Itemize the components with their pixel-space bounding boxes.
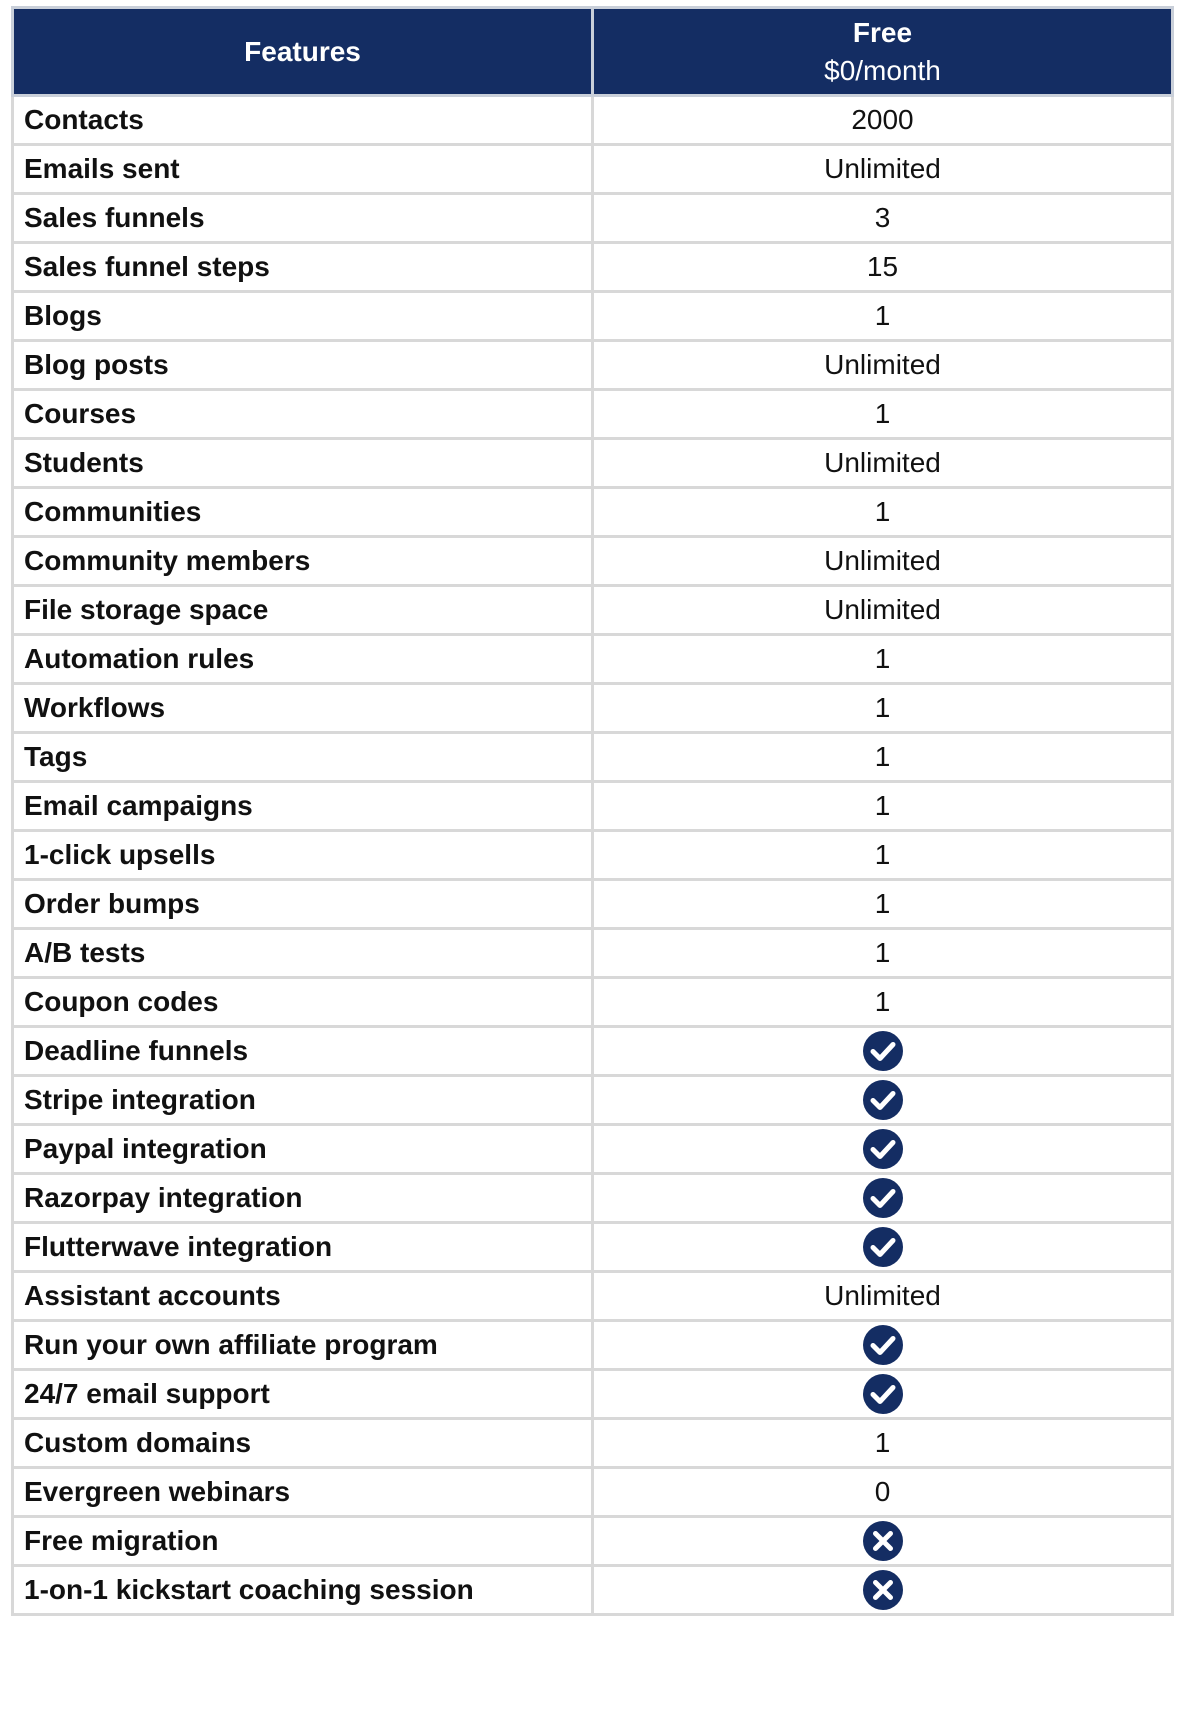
feature-name: Workflows [13,684,593,733]
feature-name: 24/7 email support [13,1370,593,1419]
feature-name: Custom domains [13,1419,593,1468]
feature-value: Unlimited [593,145,1173,194]
table-row [13,1370,1173,1419]
feature-name: A/B tests [13,929,593,978]
feature-value: 1 [593,733,1173,782]
feature-value: 15 [593,243,1173,292]
feature-name: Coupon codes [13,978,593,1027]
feature-availability [593,1223,1173,1272]
feature-name: Evergreen webinars [13,1468,593,1517]
table-row [13,1517,1173,1566]
table-row [13,1566,1173,1615]
table-row [13,194,1173,243]
feature-name: Assistant accounts [13,1272,593,1321]
feature-name: 1-on-1 kickstart coaching session [13,1566,593,1615]
feature-value: 2000 [593,96,1173,145]
table-row [13,684,1173,733]
check-icon [862,1079,904,1121]
table-row [13,1125,1173,1174]
table-row [13,1174,1173,1223]
feature-availability [593,1566,1173,1615]
plan-column-header [593,8,1173,96]
feature-name: Automation rules [13,635,593,684]
check-icon [862,1324,904,1366]
feature-value: 3 [593,194,1173,243]
plan-name: Free [852,16,913,48]
feature-value: 1 [593,782,1173,831]
table-row [13,586,1173,635]
feature-availability [593,1370,1173,1419]
check-icon [862,1128,904,1170]
check-icon [862,1373,904,1415]
table-row [13,1272,1173,1321]
feature-name: Tags [13,733,593,782]
feature-availability [593,1321,1173,1370]
table-row [13,1076,1173,1125]
feature-value: 1 [593,929,1173,978]
table-row [13,145,1173,194]
feature-name: Paypal integration [13,1125,593,1174]
feature-availability [593,1027,1173,1076]
table-row [13,978,1173,1027]
feature-name: Order bumps [13,880,593,929]
feature-name: Free migration [13,1517,593,1566]
plan-price: $0/month [824,54,941,86]
features-header-label: Features [244,35,361,67]
feature-availability [593,1517,1173,1566]
header-row [13,8,1173,96]
table-row [13,733,1173,782]
feature-name: Blog posts [13,341,593,390]
table-row [13,390,1173,439]
pricing-table-container [11,6,1171,1616]
table-row [13,439,1173,488]
feature-value: 1 [593,635,1173,684]
feature-name: Run your own affiliate program [13,1321,593,1370]
table-row [13,96,1173,145]
table-row [13,831,1173,880]
feature-value: Unlimited [593,439,1173,488]
feature-name: Emails sent [13,145,593,194]
feature-name: Community members [13,537,593,586]
table-row [13,341,1173,390]
feature-value: 1 [593,831,1173,880]
table-row [13,782,1173,831]
table-row [13,1419,1173,1468]
cross-icon [862,1520,904,1562]
table-row [13,537,1173,586]
feature-value: 1 [593,1419,1173,1468]
table-row [13,292,1173,341]
feature-name: 1-click upsells [13,831,593,880]
feature-name: Sales funnel steps [13,243,593,292]
feature-availability [593,1125,1173,1174]
feature-value: 0 [593,1468,1173,1517]
features-comparison-table [11,6,1174,1616]
feature-name: Stripe integration [13,1076,593,1125]
feature-name: Contacts [13,96,593,145]
feature-value: Unlimited [593,586,1173,635]
feature-name: Students [13,439,593,488]
table-row [13,1468,1173,1517]
feature-name: File storage space [13,586,593,635]
feature-value: 1 [593,292,1173,341]
feature-name: Razorpay integration [13,1174,593,1223]
check-icon [862,1030,904,1072]
feature-value: Unlimited [593,537,1173,586]
feature-value: Unlimited [593,1272,1173,1321]
table-row [13,880,1173,929]
features-column-header [13,8,593,96]
feature-name: Deadline funnels [13,1027,593,1076]
check-icon [862,1177,904,1219]
check-icon [862,1226,904,1268]
feature-availability [593,1076,1173,1125]
table-row [13,1321,1173,1370]
feature-value: Unlimited [593,341,1173,390]
feature-name: Sales funnels [13,194,593,243]
table-row [13,635,1173,684]
table-row [13,929,1173,978]
table-body [13,96,1173,1615]
feature-name: Email campaigns [13,782,593,831]
feature-value: 1 [593,978,1173,1027]
table-row [13,243,1173,292]
cross-icon [862,1569,904,1611]
feature-value: 1 [593,488,1173,537]
feature-availability [593,1174,1173,1223]
feature-name: Blogs [13,292,593,341]
table-header [13,8,1173,96]
table-row [13,1223,1173,1272]
feature-value: 1 [593,880,1173,929]
feature-name: Communities [13,488,593,537]
table-row [13,1027,1173,1076]
feature-value: 1 [593,684,1173,733]
feature-name: Courses [13,390,593,439]
feature-value: 1 [593,390,1173,439]
table-row [13,488,1173,537]
feature-name: Flutterwave integration [13,1223,593,1272]
